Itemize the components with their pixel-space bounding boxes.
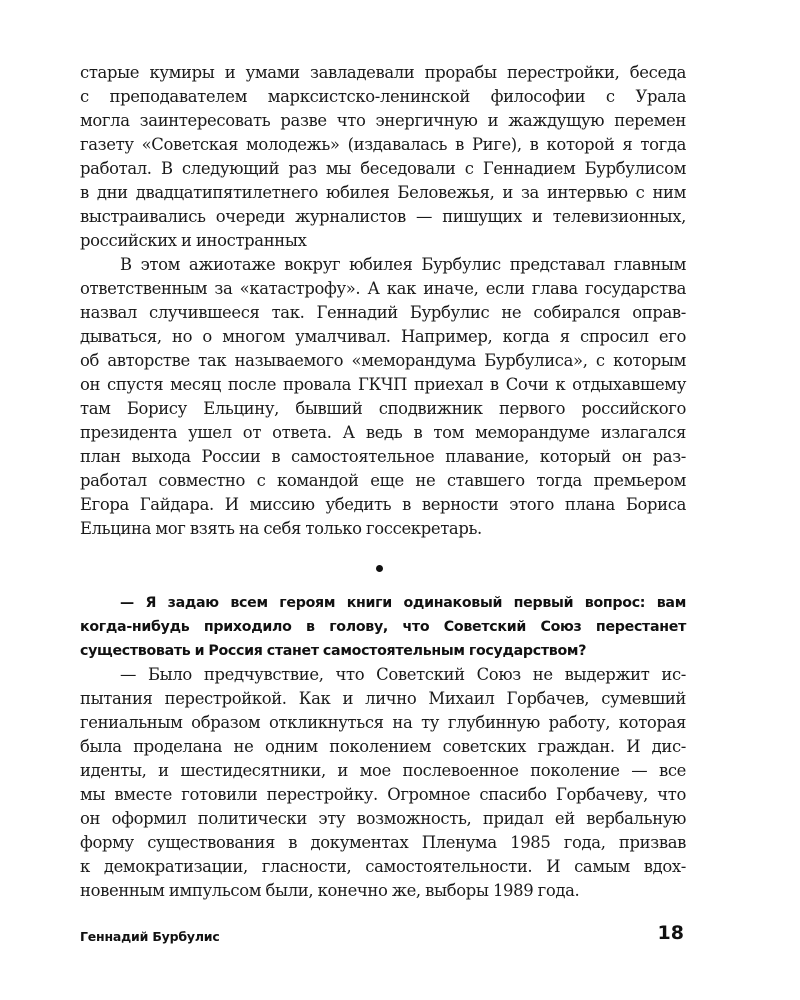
text-line: с преподавателем марксистско-ленинской философии с Урала	[80, 87, 686, 106]
text-line: гениальным образом откликнуться на ту глубинную работу, которая	[80, 713, 686, 732]
text-line: мы вместе готовили перестройку. Огромное спасибо Горбачеву, что	[80, 785, 686, 804]
text-line: президента ушел от ответа. А ведь в том меморандуме излагался	[80, 423, 686, 442]
text-line: российских и иностранных	[80, 231, 307, 250]
text-line: старые кумиры и умами завладевали прорабы перестройки, беседа	[80, 63, 686, 82]
question-line: — Я задаю всем героям книги одинаковый первый вопрос: вам	[120, 595, 686, 611]
question-line: когда-нибудь приходило в голову, что Советский Союз перестанет	[80, 619, 686, 635]
text-line: — Было предчувствие, что Советский Союз не выдержит ис-	[120, 665, 686, 684]
text-line: ответственным за «катастрофу». А как иначе, если глава государства	[80, 279, 686, 298]
text-line: форму существования в документах Пленума 1985 года, призвав	[80, 833, 686, 852]
text-line: иденты, и шестидесятники, и мое послевоенное поколение — все	[80, 761, 686, 780]
paragraph-jubilee	[80, 253, 686, 541]
text-line: могла заинтересовать разве что энергичную и жаждущую перемен	[80, 111, 686, 130]
text-line: назвал случившееся так. Геннадий Бурбулис не собирался оправ-	[80, 303, 686, 322]
text-line: там Борису Ельцину, бывший сподвижник первого российского	[80, 399, 686, 418]
text-line: работал совместно с командой еще не ставшего тогда премьером	[80, 471, 686, 490]
text-line: газету «Советская молодежь» (издавалась в Риге), в которой я тогда	[80, 135, 686, 154]
text-line: об авторстве так называемого «меморандума Бурбулиса», с которым	[80, 351, 686, 370]
paragraph-intro-continuation	[80, 61, 686, 253]
section-divider-dot	[376, 565, 383, 572]
question-line: существовать и Россия станет самостоятельным государством?	[80, 643, 587, 659]
text-line: новенным импульсом были, конечно же, выборы 1989 года.	[80, 881, 580, 900]
text-line: работал. В следующий раз мы беседовали с Геннадием Бурбулисом	[80, 159, 686, 178]
text-line: была проделана не одним поколением советских граждан. И дис-	[80, 737, 686, 756]
text-line: дываться, но о многом умалчивал. Например, когда я спросил его	[80, 327, 686, 346]
page-number: 18	[657, 922, 684, 944]
text-line: пытания перестройкой. Как и лично Михаил Горбачев, сумевший	[80, 689, 686, 708]
text-line: он спустя месяц после провала ГКЧП приехал в Сочи к отдыхавшему	[80, 375, 686, 394]
text-line: В этом ажиотаже вокруг юбилея Бурбулис представал главным	[120, 255, 686, 274]
text-line: к демократизации, гласности, самостоятельности. И самым вдох-	[80, 857, 686, 876]
text-line: Егора Гайдара. И миссию убедить в верности этого плана Бориса	[80, 495, 686, 514]
text-line: выстраивались очереди журналистов — пишущих и телевизионных,	[80, 207, 686, 226]
text-line: он оформил политически эту возможность, придал ей вербальную	[80, 809, 686, 828]
interview-answer	[80, 663, 686, 903]
text-line: в дни двадцатипятилетнего юбилея Беловежья, и за интервью с ним	[80, 183, 686, 202]
interview-question	[80, 591, 686, 663]
running-footer-author: Геннадий Бурбулис	[80, 929, 220, 944]
text-line: Ельцина мог взять на себя только госсекретарь.	[80, 519, 482, 538]
text-line: план выхода России в самостоятельное плавание, который он раз-	[80, 447, 686, 466]
